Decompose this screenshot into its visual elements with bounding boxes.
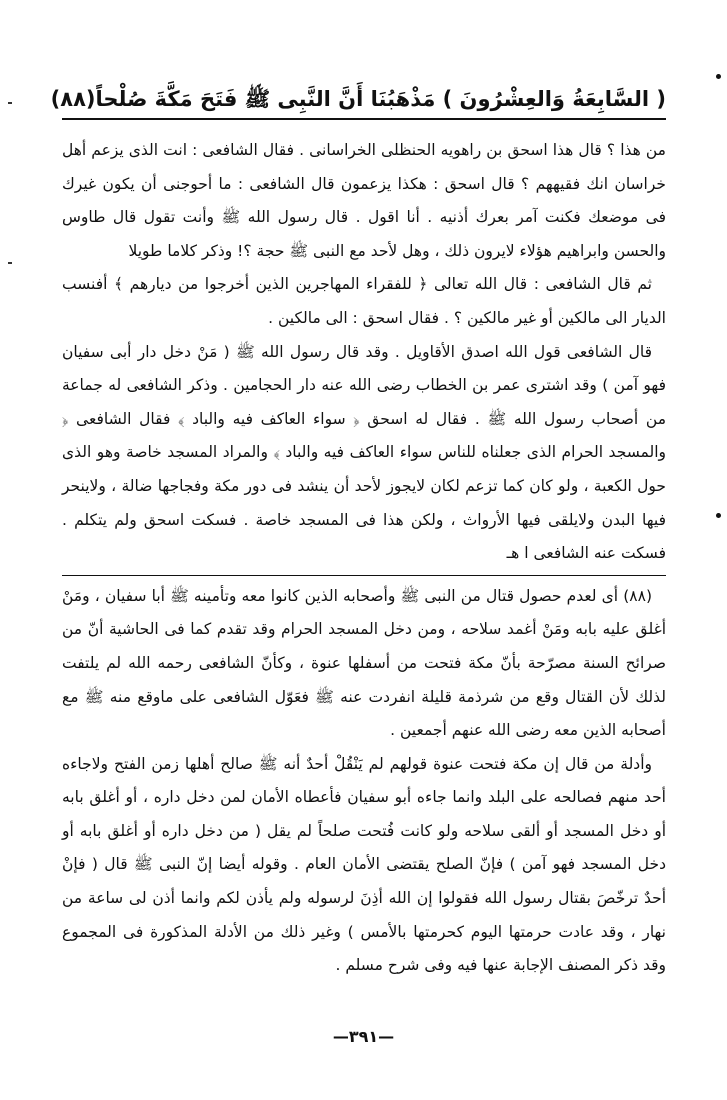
paragraph: من هذا ؟ قال هذا اسحق بن راهويه الحنظلى الخراسانى . فقال الشافعى : انت الذى يزعم أهل خراسان انك فقيههم ؟ قال اسحق : هكذا يزعمون قال الشافعى : ما أحوجنى أن يكون غيرك فى موضعك فكنت آمر بعرك أذنيه . أنا اقول . قال رسول الله ﷺ وأنت تقول قال طاوس والحسن وابراهيم هؤلاء لايرون ذلك ، وهل لأحد مع النبى ﷺ حجة ؟! وذكر كلاما طويلا (62, 141, 666, 260)
footnote-paragraph: (٨٨) أى لعدم حصول قتال من النبى ﷺ وأصحابه الذين كانوا معه وتأمينه ﷺ أبا سفيان ، ومَنْ أغلق عليه بابه ومَنْ أغمد سلاحه ، ومن دخل المسجد الحرام وقد تقدم كما فى الحاشية أنّ من صرائح السنة مصرّحة بأنّ مكة فتحت من أسفلها عنوة ، وكأنّ الشافعى رحمه الله لم يلتفت لذلك لأن القتال وقع من شرذمة قليلة انفردت عنه ﷺ فعَوّل الشافعى على ماوقع منه ﷺ مع أصحابه الذين معه رضى الله عنهم أجمعين . (62, 586, 666, 740)
footnote-separator (62, 575, 666, 576)
footnote-paragraph: وأدلة من قال إن مكة فتحت عنوة قولهم لم يَنْقُلْ أحدٌ أنه ﷺ صالح أهلها زمن الفتح ولاجاءه أحد منهم فصالحه على البلد وانما جاءه أبو سفيان فأعطاه الأمان لمن دخل داره ، أو أغلق بابه أو دخل المسجد أو ألقى سلاحه ولو كانت فُتحت صلحاً لم يقل ( من دخل داره أو أغلق بابه أو دخل المسجد فهو آمن ) فإنّ الصلح يقتضى الأمان العام . وقوله أيضا إنّ النبى ﷺ قال ( فإنْ أحدٌ ترخّصَ بقتال رسول الله فقولوا إن الله أذِنَ لرسوله ولم يأذن لكم وانما أذن لى ساعة من نهار ، وقد عادت حرمتها اليوم كحرمتها بالأمس ) وغير ذلك من الأدلة المذكورة فى المجموع وقد ذكر المصنف الإجابة عنها فيه وفى شرح مسلم . (62, 754, 666, 975)
page-number: —٣٩١— (332, 1027, 395, 1046)
margin-dot (716, 74, 721, 79)
section-heading: ( السَّابِعَةُ وَالعِشْرُونَ ) مَذْهَبُنَا أَنَّ النَّبِى ﷺ فَتَحَ مَكَّةَ صُلْحاً(٨٨) (62, 82, 666, 120)
paragraph: ثم قال الشافعى : قال الله تعالى ﴿ للفقراء المهاجرين الذين أخرجوا من ديارهم ﴾ أفنسب الديار الى مالكين أو غير مالكين ؟ . فقال اسحق : الى مالكين . (62, 275, 666, 327)
margin-tick (8, 102, 12, 104)
paragraph: قال الشافعى قول الله اصدق الأقاويل . وقد قال رسول الله ﷺ ( مَنْ دخل دار أبى سفيان فهو آمن ) وقد اشترى عمر بن الخطاب رضى الله عنه دار الحجامين . وذكر الشافعى له جماعة من أصحاب رسول الله ﷺ . فقال له اسحق ﴿ سواء العاكف فيه والباد ﴾ فقال الشافعى ﴿ والمسجد الحرام الذى جعلناه للناس سواء العاكف فيه والباد ﴾ والمراد المسجد خاصة وهو الذى حول الكعبة ، ولو كان كما تزعم لكان لايجوز لأحد أن ينشد فى دور مكة وفجاجها ضالة ، ولاينحر فيها البدن ولايلقى فيها الأرواث ، ولكن هذا فى المسجد خاصة . فسكت اسحق ولم يتكلم . فسكت عنه الشافعى ا هـ (62, 342, 666, 563)
main-text (62, 134, 666, 983)
margin-dot (716, 513, 721, 518)
margin-tick (8, 262, 12, 264)
